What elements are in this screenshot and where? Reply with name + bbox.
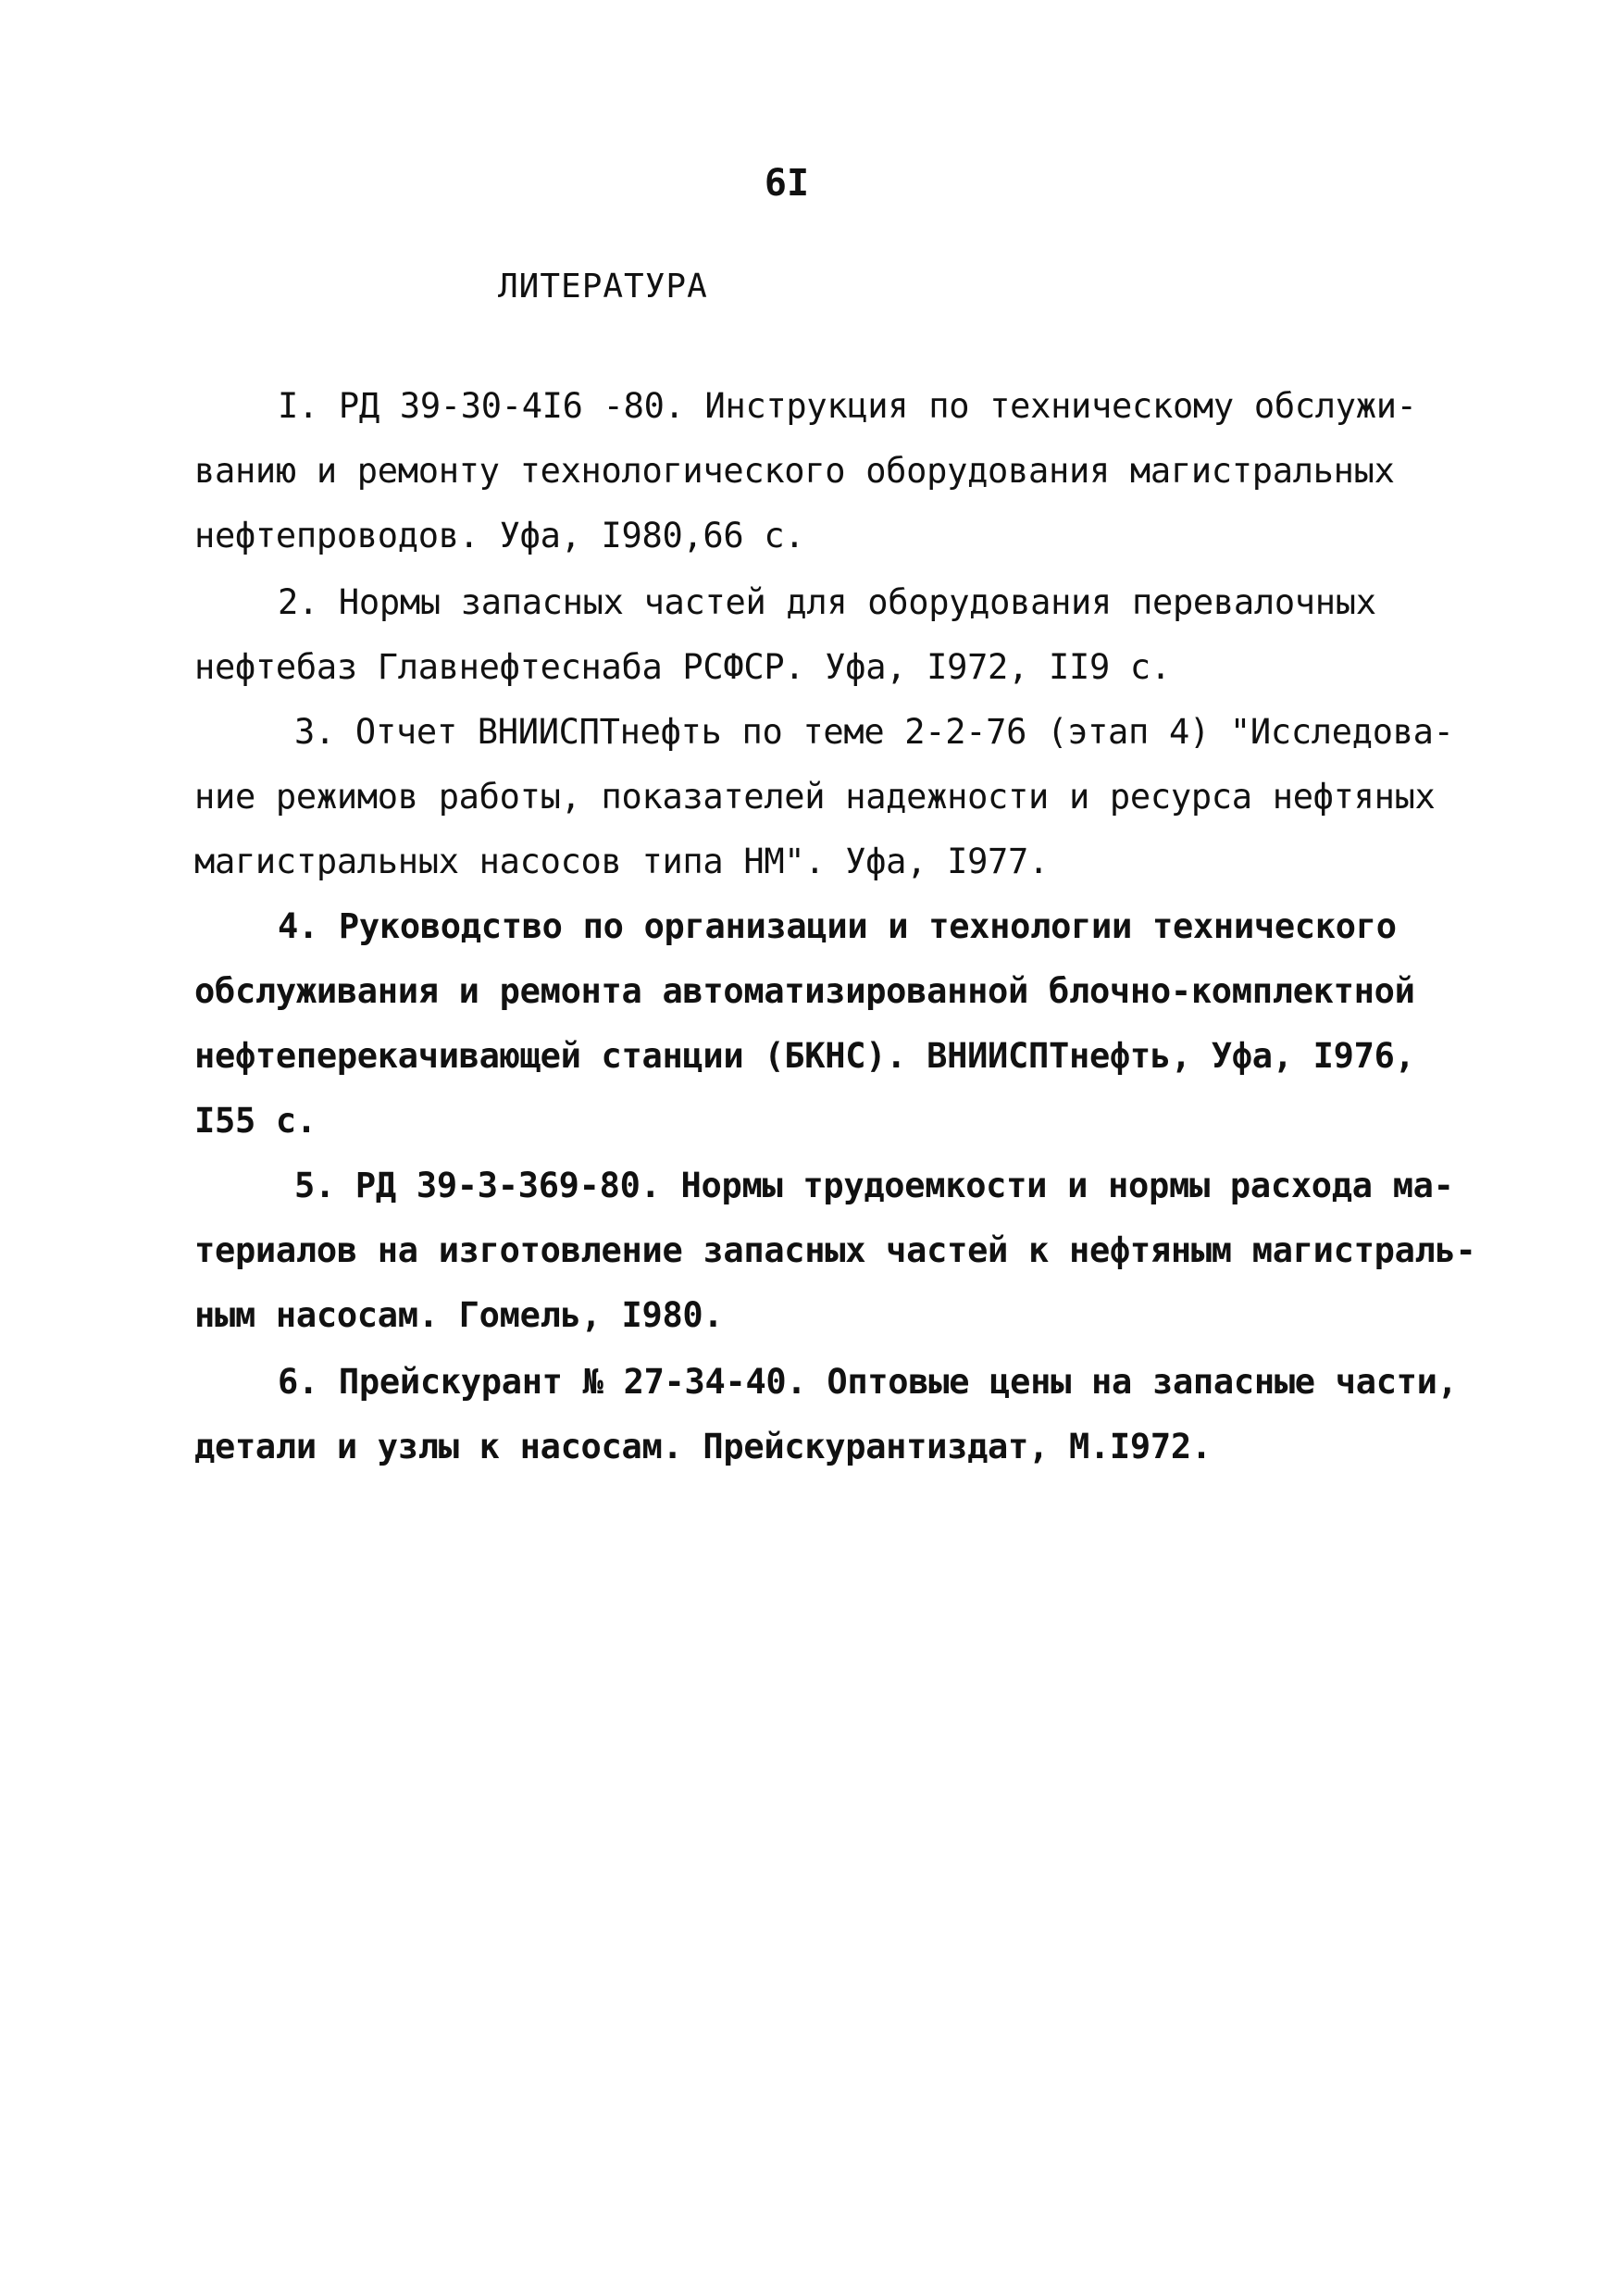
reference-5-line-1: 5. РД 39-3-369-80. Нормы трудоемкости и нормы расхода ма-: [294, 1166, 1454, 1205]
reference-2-line-1: 2. Нормы запасных частей для оборудования перевалочных: [278, 582, 1376, 622]
reference-6-line-2: детали и узлы к насосам. Прейскурантиздат, М.I972.: [194, 1427, 1212, 1466]
reference-4-line-4: I55 с.: [194, 1101, 317, 1141]
page-number: 6I: [764, 162, 810, 205]
reference-4-line-3: нефтеперекачивающей станции (БКНС). ВНИИСПТнефть, Уфа, I976,: [194, 1036, 1415, 1076]
reference-6-line-1: 6. Прейскурант № 27-34-40. Оптовые цены на запасные части,: [278, 1362, 1458, 1402]
reference-1-line-3: нефтепроводов. Уфа, I980,66 с.: [194, 516, 805, 555]
reference-2-line-2: нефтебаз Главнефтеснаба РСФСР. Уфа, I972, II9 с.: [194, 647, 1171, 687]
reference-1-line-2: ванию и ремонту технологического оборудования магистральных: [194, 451, 1395, 491]
section-heading: ЛИТЕРАТУРА: [498, 268, 708, 306]
reference-5-line-3: ным насосам. Гомель, I980.: [194, 1295, 724, 1335]
reference-3-line-2: ние режимов работы, показателей надежности и ресурса нефтяных: [194, 777, 1436, 817]
reference-3-line-1: 3. Отчет ВНИИСПТнефть по теме 2-2-76 (этап 4) "Исследова-: [294, 712, 1454, 752]
reference-5-line-2: териалов на изготовление запасных частей к нефтяным магистраль-: [194, 1230, 1476, 1270]
reference-3-line-3: магистральных насосов типа НМ". Уфа, I977.: [194, 842, 1049, 881]
reference-4-line-1: 4. Руководство по организации и технологии технического: [278, 906, 1397, 946]
reference-4-line-2: обслуживания и ремонта автоматизированной блочно-комплектной: [194, 971, 1415, 1011]
reference-1-line-1: I. РД 39-30-4I6 -80. Инструкция по техническому обслужи-: [278, 386, 1417, 426]
